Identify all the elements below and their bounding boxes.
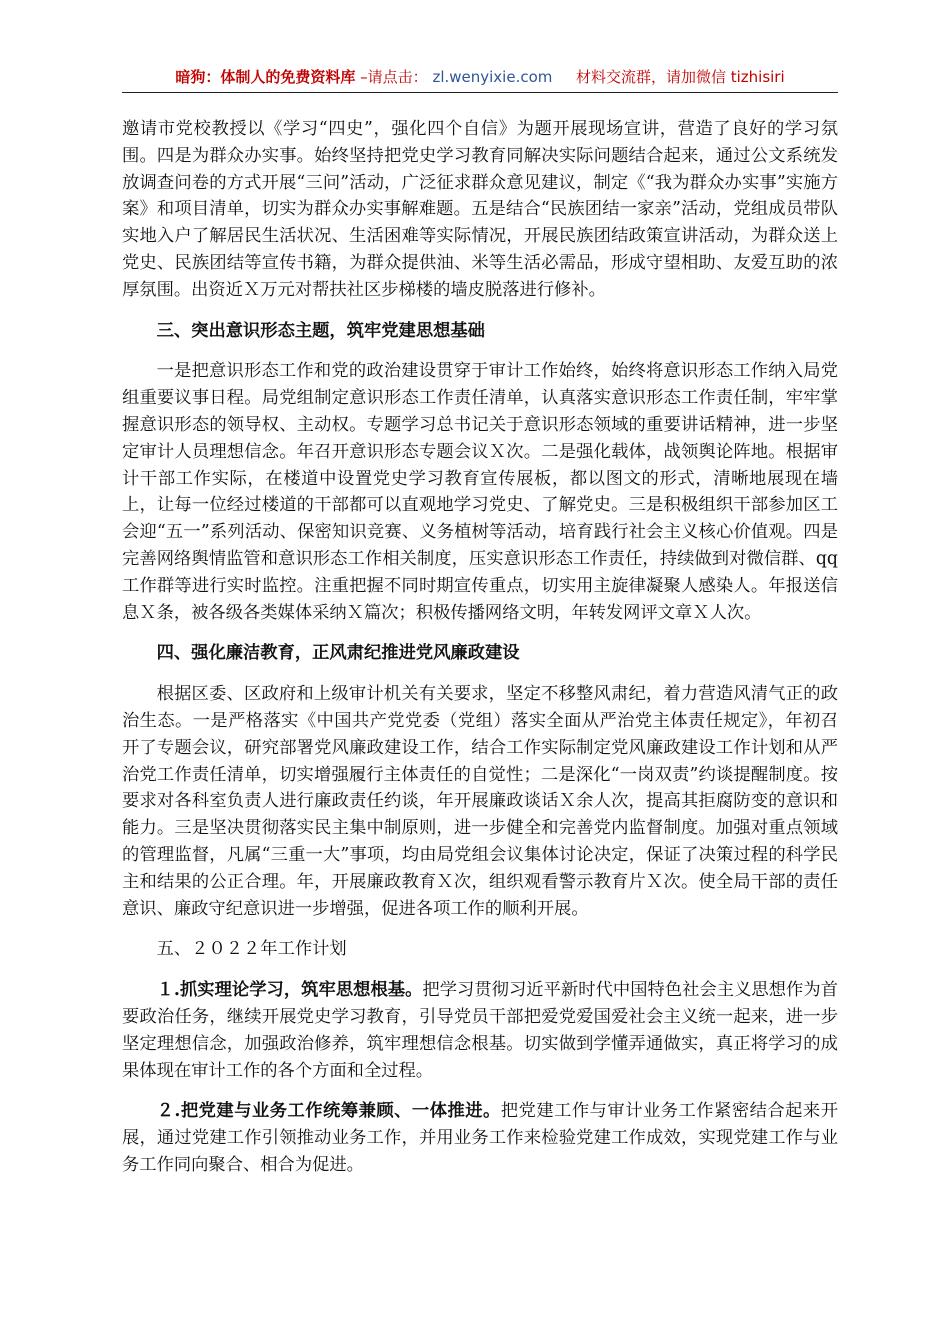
header-link[interactable]: zl.wenyixie.com: [432, 68, 553, 86]
document-body: [122, 116, 838, 1193]
section-heading-3: 三、突出意识形态主题，筑牢党建思想基础: [156, 320, 485, 341]
plan-item-2-text: 把党建工作与审计业务工作紧密结合起来开展，通过党建工作引领推动业务工作，并用业务工作来检验党建工作成效，实现党建工作与业务工作同向聚合、相合为促进。: [122, 1101, 838, 1175]
body-paragraph: 一是把意识形态工作和党的政治建设贯穿于审计工作始终，始终将意识形态工作纳入局党组重要议事日程。局党组制定意识形态工作责任清单，认真落实意识形态工作责任制，牢牢掌握意识形态的领导权、主动权。专题学习总书记关于意识形态领域的重要讲话精神，进一步坚定审计人员理想信念。年召开意识形态专题会议Ｘ次。二是强化载体，战领舆论阵地。根据审计干部工作实际，在楼道中设置党史学习教育宣传展板，都以图文的形式，清晰地展现在墙上，让每一位经过楼道的干部都可以直观地学习党史、了解党史。三是积极组织干部参加区工会迎“五一”系列活动、保密知识竞赛、义务植树等活动，培育践行社会主义核心价值观。四是完善网络舆情监管和意识形态工作相关制度，压实意识形态工作责任，持续做到对微信群、qq工作群等进行实时监控。注重把握不同时期宣传重点，切实用主旋律凝聚人感染人。年报送信息Ｘ条，被各级各类媒体采纳Ｘ篇次；积极传播网络文明，年转发网评文章Ｘ人次。: [122, 361, 838, 623]
body-paragraph: 根据区委、区政府和上级审计机关有关要求，坚定不移整风肃纪，着力营造风清气正的政治生态。一是严格落实《中国共产党党委（党组）落实全面从严治党主体责任规定》，年初召开了专题会议，研究部署党风廉政建设工作，结合工作实际制定党风廉政建设工作计划和从严治党工作责任清单，切实增强履行主体责任的自觉性；二是深化“一岗双责”约谈提醒制度。按要求对各科室负责人进行廉政责任约谈，年开展廉政谈话Ｘ余人次，提高其拒腐防变的意识和能力。三是坚决贯彻落实民主集中制原则，进一步健全和完善党内监督制度。加强对重点领域的管理监督，凡属“三重一大”事项，均由局党组会议集体讨论决定，保证了决策过程的科学民主和结果的公正合理。年，开展廉政教育Ｘ次，组织观看警示教育片Ｘ次。使全局干部的责任意识、廉政守纪意识进一步增强，促进各项工作的顺利开展。: [122, 684, 838, 919]
body-paragraph: 邀请市党校教授以《学习“四史”，强化四个自信》为题开展现场宣讲，营造了良好的学习氛围。四是为群众办实事。始终坚持把党史学习教育同解决实际问题结合起来，通过公文系统发放调查问卷的方式开展“三问”活动，广泛征求群众意见建议，制定《“我为群众办实事”实施方案》和项目清单，切实为群众办实事解难题。五是结合“民族团结一家亲”活动，党组成员带队实地入户了解居民生活状况、生活困难等实际情况，开展民族团结政策宣讲活动，为群众送上党史、民族团结等宣传书籍，为群众提供油、米等生活必需品，形成守望相助、友爱互助的浓厚氛围。出资近Ｘ万元对帮扶社区步梯楼的墙皮脱落进行修补。: [122, 119, 838, 300]
header-wechat-text: 材料交流群，请加微信 tizhisiri: [575, 68, 785, 86]
plan-item-1: [122, 977, 838, 1084]
header-brand: 暗狗：体制人的免费资料库: [175, 68, 356, 86]
header-click-prefix: –请点击：: [360, 68, 428, 86]
page-header: [122, 62, 838, 93]
plan-item-1-text: 把学习贯彻习近平新时代中国特色社会主义思想作为首要政治任务，继续开展党史学习教育，引导党员干部把爱党爱国爱社会主义统一起来，进一步坚定理想信念，加强政治修养，筑牢理想信念根基。切实做到学懂弄通做实，真正将学习的成果体现在审计工作的各个方面和全过程。: [122, 980, 838, 1081]
section-heading-5: 五、２０２２年工作计划: [156, 939, 347, 960]
plan-item-1-lead: １.抓实理论学习，筑牢思想根基。: [156, 980, 423, 1001]
plan-item-2-lead: ２.把党建与业务工作统筹兼顾、一体推进。: [156, 1101, 501, 1122]
section-heading-4: 四、强化廉洁教育，正风肃纪推进党风廉政建设: [156, 643, 520, 664]
plan-item-2: [122, 1098, 838, 1178]
